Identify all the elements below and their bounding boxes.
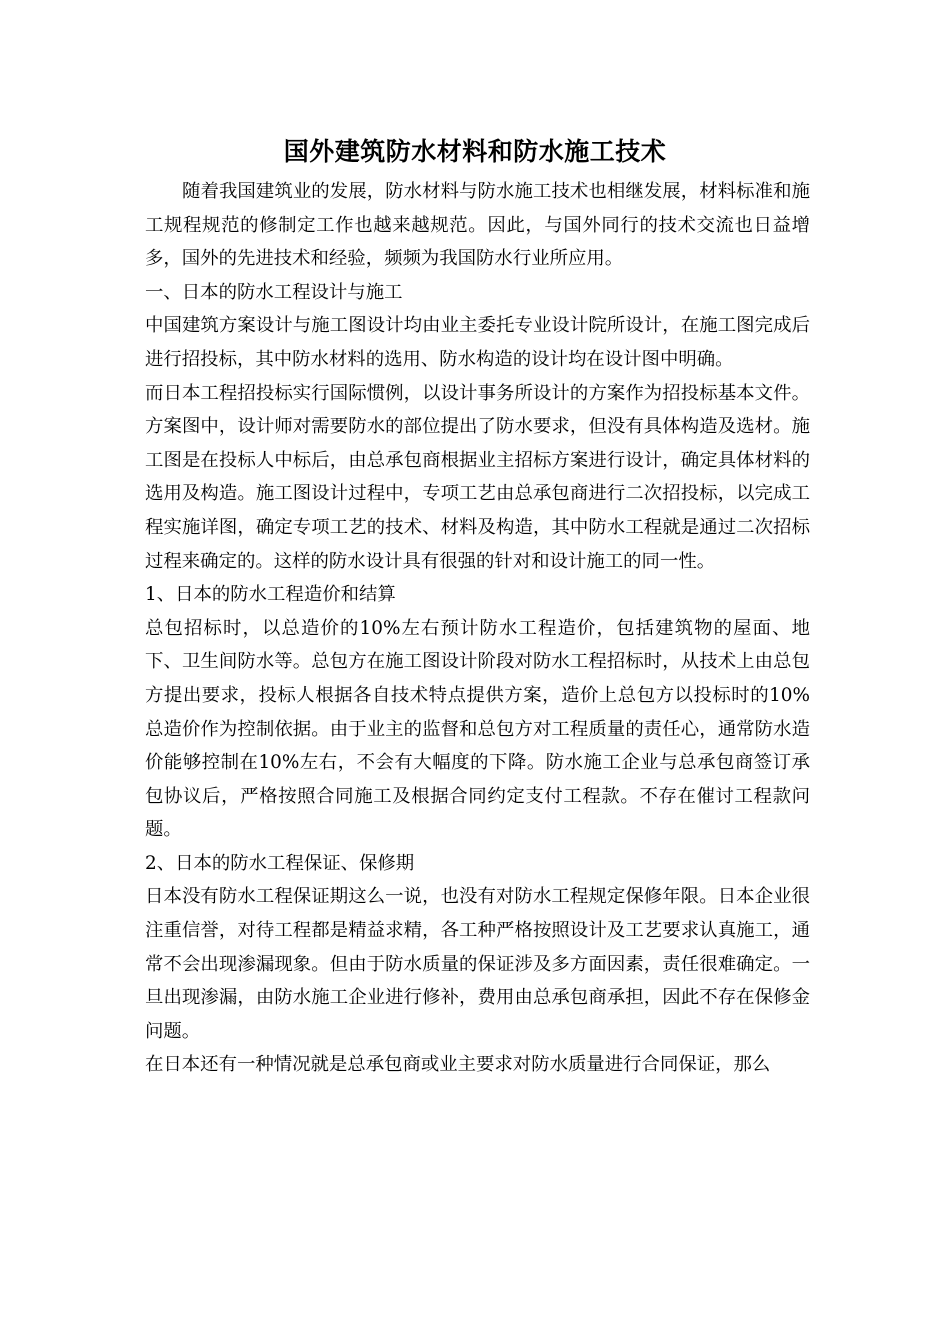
document-title: 国外建筑防水材料和防水施工技术 <box>283 137 667 166</box>
body-paragraph: 总包招标时，以总造价的10%左右预计防水工程造价，包括建筑物的屋面、地下、卫生间防水等。总包方在施工图设计阶段对防水工程招标时，从技术上由总包方提出要求，投标人根据各自技术特点提供方案，造价上总包方以投标时的10%总造价作为控制依据。由于业主的监督和总包方对工程质量的责任心，通常防水造价能够控制在10%左右，不会有大幅度的下降。防水施工企业与总承包商签订承包协议后，严格按照合同施工及根据合同约定支付工程款。不存在催讨工程款问题。 <box>145 617 810 841</box>
section-heading-japan-design: 一、日本的防水工程设计与施工 <box>145 281 403 303</box>
body-paragraph: 而日本工程招投标实行国际惯例，以设计事务所设计的方案作为招投标基本文件。方案图中，设计师对需要防水的部位提出了防水要求，但没有具体构造及选材。施工图是在投标人中标后，由总承包商根据业主招标方案进行设计，确定具体材料的选用及构造。施工图设计过程中，专项工艺由总承包商进行二次招投标，以完成工程实施详图，确定专项工艺的技术、材料及构造，其中防水工程就是通过二次招标过程来确定的。这样的防水设计具有很强的针对和设计施工的同一性。 <box>145 382 810 572</box>
subsection-heading-cost: 1、日本的防水工程造价和结算 <box>145 584 396 606</box>
subsection-heading-warranty: 2、日本的防水工程保证、保修期 <box>145 852 415 874</box>
document-body <box>145 175 810 1082</box>
body-paragraph: 在日本还有一种情况就是总承包商或业主要求对防水质量进行合同保证，那么 <box>145 1054 771 1076</box>
intro-paragraph: 随着我国建筑业的发展，防水材料与防水施工技术也相继发展，材料标准和施工规程规范的修制定工作也越来越规范。因此，与国外同行的技术交流也日益增多，国外的先进技术和经验，频频为我国防水行业所应用。 <box>145 181 810 270</box>
body-paragraph: 中国建筑方案设计与施工图设计均由业主委托专业设计院所设计，在施工图完成后进行招投标，其中防水材料的选用、防水构造的设计均在设计图中明确。 <box>145 315 810 370</box>
body-paragraph: 日本没有防水工程保证期这么一说，也没有对防水工程规定保修年限。日本企业很注重信誉，对待工程都是精益求精，各工种严格按照设计及工艺要求认真施工，通常不会出现渗漏现象。但由于防水质量的保证涉及多方面因素，责任很难确定。一旦出现渗漏，由防水施工企业进行修补，费用由总承包商承担，因此不存在保修金问题。 <box>145 886 810 1042</box>
